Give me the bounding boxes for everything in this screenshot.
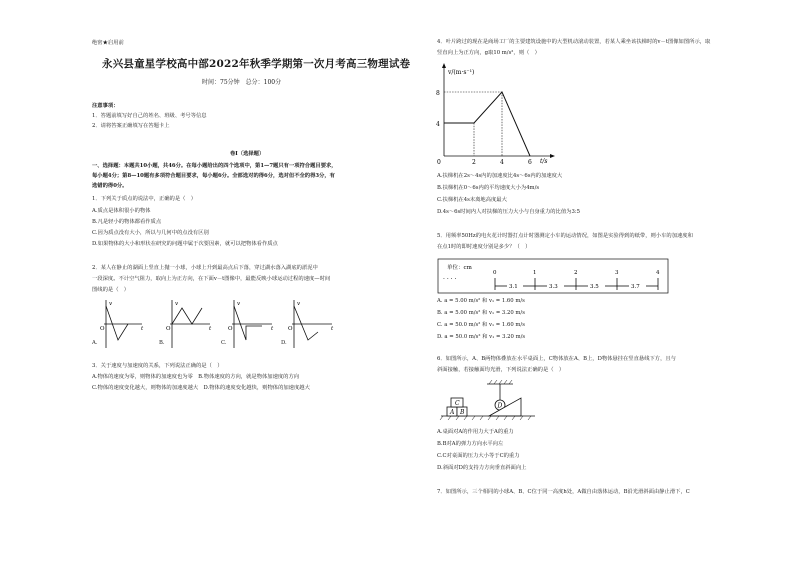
q4-option-d: D.4s～6s时间内人对扶梯的压力大小与自身重力的比值为3:5 [437,209,580,215]
q4-x-axis-label: t/s [540,158,548,165]
q5-option-c: C. a = 50.0 m/s² 和 v₁ = 1.60 m/s [437,322,525,328]
q6-option-d: D.斜面对D的支持力方向垂直斜面向上 [437,465,527,471]
q6-figure [437,378,557,428]
q5-option-a: A. a = 5.00 m/s² 和 v₁ = 1.60 m/s [437,298,525,304]
section-intro-1: 一、选择题：本题共10小题，共46分。在每小题给出的四个选项中，第1—7题只有一项符合题目要求， [92,163,337,169]
q2-graph-a [100,300,144,348]
q6-stem-line-1: 6．如图所示，A、B两物体叠放在水平桌面上，C物体放在A、B上，D物体悬挂在竖直悬线下方，且与 [437,356,676,362]
q4-tick-y8: 8 [436,90,440,97]
q1-option-a: A.质点是体积很小的物体 [92,208,151,214]
secret-mark: 绝密★启用前 [92,40,124,46]
q2-stem-line-2: 一段深度。不计空气阻力，取向上为正方向，在下面v－t图像中，最能反映小球运动过程的速度—时间 [92,276,331,282]
part-1-heading: 卷I（选择题） [230,151,265,157]
tape-distance-3: 3.5 [590,284,599,290]
q4-tick-x6: 6 [528,159,532,166]
q2-label-a: A. [92,340,98,346]
tape-distance-2: 3.3 [549,284,558,290]
tape-dots-left: · · · · [443,276,457,283]
graph-d-origin: O [288,326,293,332]
q7-stem-line-1: 7．如图所示，三个相同的小球A、B、C位于同一高度h处，A做自由落体运动，B沿光滑斜面由静止滑下，C [437,489,690,495]
graph-c-t-label: t [271,326,274,332]
notes-heading: 注意事项： [92,103,119,109]
fig6-block-b: B [460,409,465,416]
q4-y-axis-label: v/(m·s⁻¹) [448,69,475,76]
q5-option-d: D. a = 50.0 m/s² 和 v₁ = 3.20 m/s [437,334,526,340]
q5-stem-line-2: 在点1时的即时速度分别是多少？（ ） [437,244,531,250]
time-score: 时间：75分钟 总分：100分 [202,79,282,86]
q6-option-b: B.B对A的弹力方向水平向左 [437,441,504,447]
graph-c-origin: O [228,326,233,332]
graph-d-t-label: t [331,326,334,332]
graph-b-v-label: v [175,301,179,307]
graph-c-v-label: v [237,301,241,307]
q2-graph-c [228,300,274,348]
tape-distance-4: 3.7 [631,284,640,290]
fig6-ball-d: D [497,402,503,410]
tape-distance-1: 3.1 [509,284,518,290]
q5-ticker-tape [437,258,671,296]
q2-label-b: B. [159,340,165,346]
q1-option-d: D.如果物体的大小和形状在研究的问题中属于次要因素，就可以把物体看作质点 [92,241,278,247]
tape-point-4: 4 [656,270,660,276]
graph-a-origin: O [100,326,105,332]
section-intro-3: 选错的得0分。 [92,183,128,189]
q2-stem-line-1: 2．某人在静止的湖面上竖直上抛一小球，小球上升到最高点后下落，穿过湖水落入湖底的淤泥中 [92,265,318,271]
q4-vt-graph [432,62,572,170]
tape-point-3: 3 [615,270,619,276]
q4-stem-line-2: 竖直向上为正方向，g取10 m/s²，则（ ） [437,50,540,56]
q4-tick-x2: 2 [472,159,476,166]
graph-d-v-label: v [297,301,301,307]
fig6-block-c: C [455,400,460,407]
note-1: 1．答题前填写好自己的姓名、班级、考号等信息 [92,113,207,119]
q2-label-c: C. [221,340,227,346]
q3-options-row-1: A.物体的速度为零，则物体的加速度也为零 B.物体速度的方向，就是物体加速度的方向 [92,374,300,380]
q4-option-c: C.扶梯机在4s末离地高度最大 [437,197,507,203]
graph-b-t-label: t [209,326,212,332]
section-intro-2: 每小题4分；第8—10题有多项符合题目要求，每小题6分。全部选对的得6分，选对但不全的得3分，有 [92,173,335,179]
q4-option-a: A.扶梯机在2s～4s内的加速度比4s～6s内的加速度大 [437,173,563,179]
graph-a-t-label: t [141,326,144,332]
tape-point-2: 2 [574,270,578,276]
q1-option-b: B.凡是轻小的物体都看作质点 [92,219,162,225]
q4-option-b: B.扶梯机在0～6s内的平均速度大小为4m/s [437,185,540,191]
graph-b-origin: O [166,326,171,332]
q2-stem-line-3: 图线的是（ ） [92,287,130,293]
tape-unit: 单位：cm [447,265,472,271]
tape-point-0: 0 [493,270,497,276]
q4-stem-line-1: 4．叶片跨过的现在是商场工厂的主要建筑设施中的大型机动滚动装置，若某人乘坐该扶梯时的v－t图像如图所示，取 [437,39,711,45]
q2-graphs [92,296,392,352]
q6-stem-line-2: 斜面接触，若接触面均光滑，下列说法正确的是（ ） [437,367,565,373]
q6-option-a: A.桌面对A的作用力大于A的重力 [437,429,514,435]
fig6-block-a: A [450,409,455,416]
note-2: 2．请将答案正确填写在答题卡上 [92,123,170,129]
tape-point-1: 1 [533,270,537,276]
q3-stem: 3．关于速度与加速度的关系，下列说法正确的是（ ） [92,363,223,369]
q4-origin: 0 [437,159,441,166]
graph-a-v-label: v [109,301,113,307]
page-title: 永兴县童星学校高中部2022年秋季学期第一次月考高三物理试卷 [102,58,411,70]
q3-options-row-2: C.物体的速度变化越大，则物体的加速度越大 D.物体的速度变化越快，则物体的加速度越大 [92,385,310,391]
q4-tick-x4: 4 [500,159,504,166]
q2-graph-d [288,300,334,348]
q2-graph-b [166,300,212,348]
q1-stem: 1．下列关于质点的说法中，正确的是（ ） [92,196,197,202]
q1-option-c: C.因为质点没有大小，所以与几何中的点没有区别 [92,230,209,236]
q6-option-c: C.C对桌面的压力大小等于C的重力 [437,453,520,459]
q5-option-b: B. a = 5.00 m/s² 和 v₁ = 3.20 m/s [437,310,525,316]
q4-tick-y4: 4 [436,121,440,128]
q5-stem-line-1: 5．用频率50Hz的电火花计时器打点计时器测定小车的运动情况，如图是实验得到的纸带，则小车的加速度和 [437,233,693,239]
q2-label-d: D. [281,340,287,346]
